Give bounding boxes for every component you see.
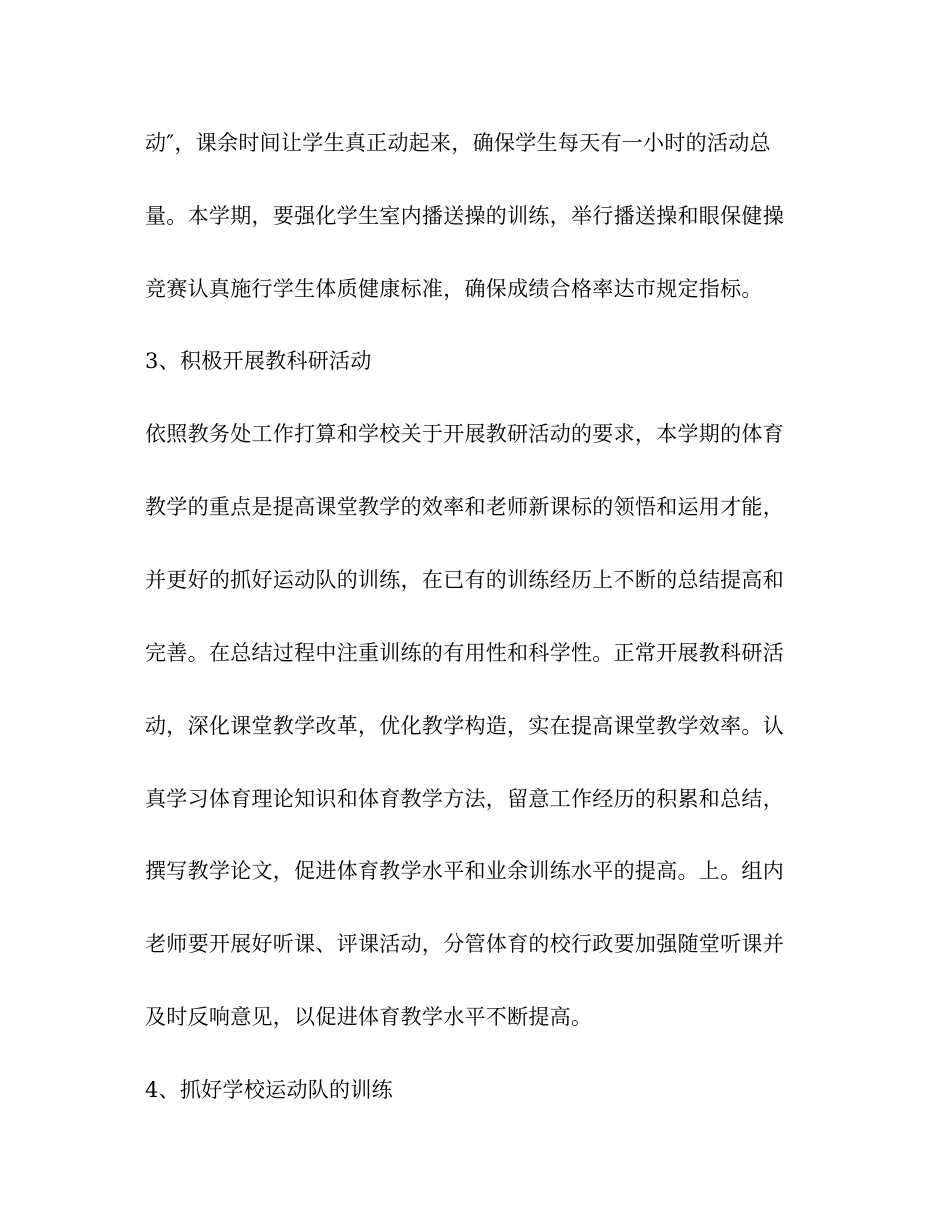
paragraph-line: 真学习体育理论知识和体育教学方法，留意工作经历的积累和总结， [145, 787, 784, 811]
paragraph-line: 完善。在总结过程中注重训练的有用性和科学性。正常开展教科研活 [145, 641, 784, 665]
paragraph-line: 量。本学期，要强化学生室内播送操的训练，举行播送操和眼保健操 [145, 204, 784, 228]
section-heading: 4、抓好学校运动队的训练 [145, 1078, 393, 1102]
paragraph-line: 及时反响意见，以促进体育教学水平不断提高。 [145, 1005, 593, 1029]
paragraph-line: 竞赛认真施行学生体质健康标准，确保成绩合格率达市规定指标。 [145, 277, 763, 301]
paragraph-line: 教学的重点是提高课堂教学的效率和老师新课标的领悟和运用才能， [145, 495, 784, 519]
paragraph-line: 动″，课余时间让学生真正动起来，确保学生每天有一小时的活动总 [145, 131, 771, 155]
paragraph-line: 老师要开展好听课、评课活动，分管体育的校行政要加强随堂听课并 [145, 932, 784, 956]
paragraph-line: 依照教务处工作打算和学校关于开展教研活动的要求，本学期的体育 [145, 422, 784, 446]
paragraph-line: 撰写教学论文，促进体育教学水平和业余训练水平的提高。上。组内 [145, 859, 784, 883]
paragraph-line: 动，深化课堂教学改革，优化教学构造，实在提高课堂教学效率。认 [145, 714, 784, 738]
section-heading: 3、积极开展教科研活动 [145, 349, 372, 373]
paragraph-line: 并更好的抓好运动队的训练，在已有的训练经历上不断的总结提高和 [145, 568, 784, 592]
